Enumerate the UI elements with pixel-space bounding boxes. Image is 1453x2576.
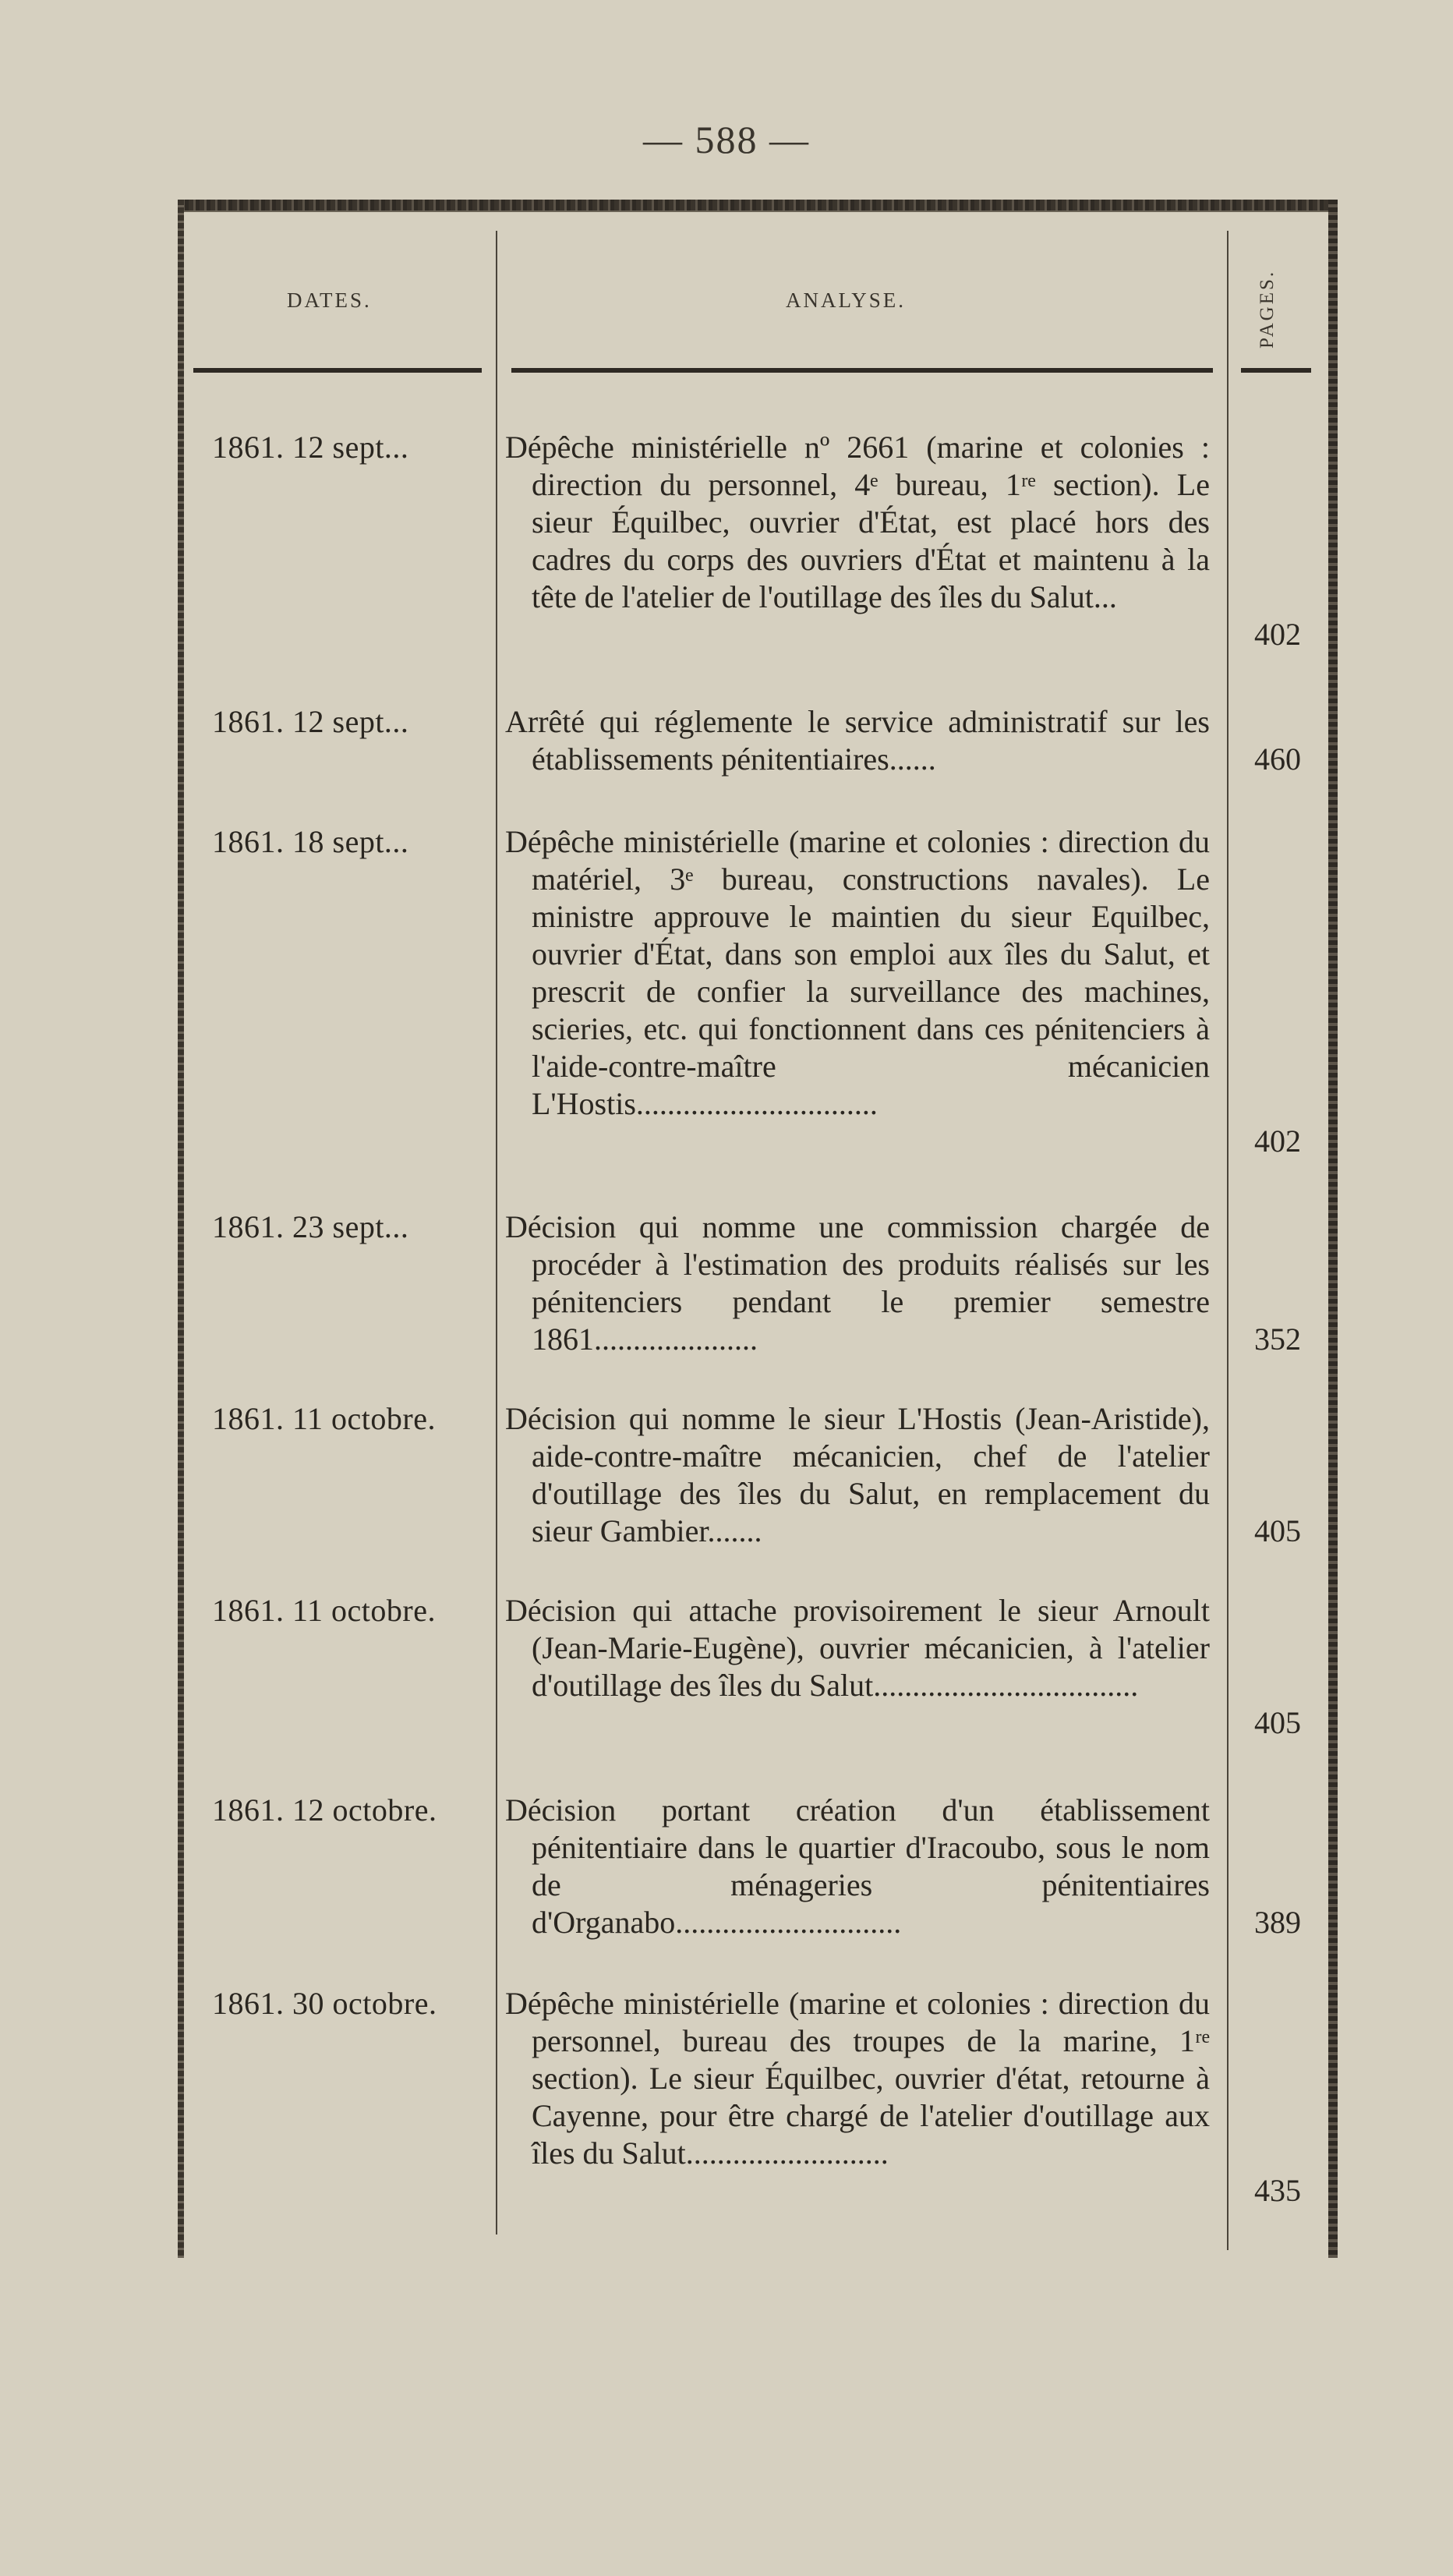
entry-date: 1861. 18 sept...	[212, 824, 409, 859]
index-table	[178, 200, 1338, 2258]
entry-page: 405	[1254, 1513, 1301, 1548]
entry-date: 1861. 23 sept...	[212, 1209, 409, 1244]
entry-date: 1861. 11 octobre.	[212, 1593, 436, 1628]
entry-page: 460	[1254, 741, 1301, 777]
entry-page: 352	[1254, 1322, 1301, 1357]
page-number: — 588 —	[643, 118, 810, 161]
entry-date: 1861. 11 octobre.	[212, 1401, 436, 1436]
entry-page: 402	[1254, 1123, 1301, 1159]
entry-analysis: Décision qui nomme une commission chargée de procéder à l'estimation des produits réalisés sur les pénitenciers pendant le premier semestre 1861.....................	[505, 1209, 1210, 1357]
entry-analysis: Dépêche ministérielle nº 2661 (marine et colonies : direction du personnel, 4ᵉ bureau, 1ʳᵉ section). Le sieur Équilbec, ouvrier d'État, est placé hors des cadres du corps des ouvriers d'État et maintenu à la tête de l'atelier de l'outillage des îles du Salut...	[505, 430, 1210, 614]
entry-analysis: Décision qui nomme le sieur L'Hostis (Jean-Aristide), aide-contre-maître mécanicien, chef de l'atelier d'outillage des îles du Salut, en remplacement du sieur Gambier.......	[505, 1401, 1210, 1548]
entry-date: 1861. 12 sept...	[212, 430, 409, 465]
entry-analysis: Dépêche ministérielle (marine et colonies : direction du personnel, bureau des troupes de la marine, 1ʳᵉ section). Le sieur Équilbec, ouvrier d'état, retourne à Cayenne, pour être chargé de l'atelier d'outillage aux îles du Salut..........................	[505, 1986, 1210, 2171]
table-right-border	[1328, 200, 1338, 2258]
entry-page: 389	[1254, 1905, 1301, 1940]
entry-analysis: Décision portant création d'un établissement pénitentiaire dans le quartier d'Iracoubo, sous le nom de ménageries pénitentiaires d'Organabo.............................	[505, 1792, 1210, 1940]
entry-page: 402	[1254, 617, 1301, 652]
dates-column-divider	[496, 231, 497, 2235]
table-left-border	[178, 200, 184, 2258]
entry-date: 1861. 12 octobre.	[212, 1792, 437, 1828]
entry-page: 405	[1254, 1705, 1301, 1740]
entry-analysis: Décision qui attache provisoirement le sieur Arnoult (Jean-Marie-Eugène), ouvrier mécanicien, à l'atelier d'outillage des îles du Salut..................................	[505, 1593, 1210, 1703]
entry-page: 435	[1254, 2173, 1301, 2208]
header-rule-dates	[193, 368, 482, 373]
entry-date: 1861. 12 sept...	[212, 704, 409, 739]
header-dates: DATES.	[287, 288, 372, 312]
entry-analysis: Arrêté qui réglemente le service administratif sur les établissements pénitentiaires......	[505, 704, 1210, 777]
table-top-border	[178, 200, 1338, 212]
header-analyse: ANALYSE.	[786, 288, 907, 312]
header-pages: PAGES.	[1257, 269, 1278, 349]
header-rule-pages	[1241, 368, 1311, 373]
header-rule-analyse	[511, 368, 1213, 373]
pages-column-divider	[1227, 231, 1229, 2250]
entry-date: 1861. 30 octobre.	[212, 1986, 437, 2021]
entry-analysis: Dépêche ministérielle (marine et colonies : direction du matériel, 3ᵉ bureau, constructions navales). Le ministre approuve le maintien du sieur Equilbec, ouvrier d'État, dans son emploi aux îles du Salut, et prescrit de confier la surveillance des machines, scieries, etc. qui fonctionnent dans ces pénitenciers à l'aide-contre-maître mécanicien L'Hostis...............................	[505, 824, 1210, 1121]
